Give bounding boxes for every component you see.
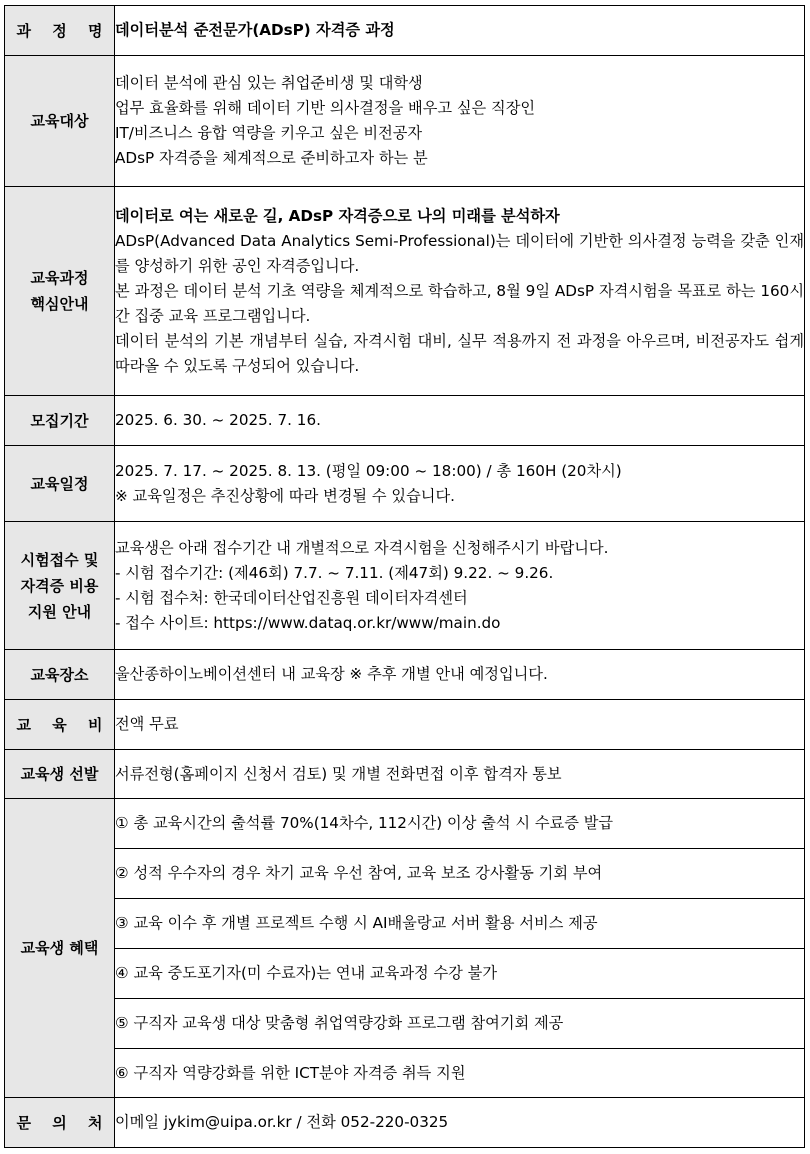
value-recruit: 2025. 6. 30. ~ 2025. 7. 16. bbox=[115, 396, 805, 446]
value-exam bbox=[115, 522, 805, 650]
exam-line: 교육생은 아래 접수기간 내 개별적으로 자격시험을 신청해주시기 바랍니다. bbox=[115, 538, 609, 557]
benefit-item: ① 총 교육시간의 출석률 70%(14차수, 112시간) 이상 출석 시 수료증 발급 bbox=[115, 799, 805, 849]
label-course: 과 정 명 bbox=[5, 6, 115, 56]
row-benefit bbox=[5, 849, 805, 899]
value-fee: 전액 무료 bbox=[115, 700, 805, 750]
label-venue: 교육장소 bbox=[5, 650, 115, 700]
label-contact: 문 의 처 bbox=[5, 1098, 115, 1148]
core-paragraph: 데이터 분석의 기본 개념부터 실습, 자격시험 대비, 실무 적용까지 전 과정을 아우르며, 비전공자도 쉽게 따라올 수 있도록 구성되어 있습니다. bbox=[115, 331, 804, 375]
value-target bbox=[115, 56, 805, 187]
label-selection: 교육생 선발 bbox=[5, 750, 115, 799]
schedule-line: 2025. 7. 17. ~ 2025. 8. 13. (평일 09:00 ~ 18:00) / 총 160H (20차시) bbox=[115, 461, 622, 480]
value-venue: 울산종하이노베이션센터 내 교육장 ※ 추후 개별 안내 예정입니다. bbox=[115, 650, 805, 700]
benefit-item: ⑥ 구직자 역량강화를 위한 ICT분야 자격증 취득 지원 bbox=[115, 1049, 805, 1098]
row-benefit bbox=[5, 999, 805, 1049]
exam-line: - 시험 접수기간: (제46회) 7.7. ~ 7.11. (제47회) 9.22. ~ 9.26. bbox=[115, 563, 554, 582]
row-course bbox=[5, 6, 805, 56]
row-recruit bbox=[5, 396, 805, 446]
benefit-item: ② 성적 우수자의 경우 차기 교육 우선 참여, 교육 보조 강사활동 기회 부여 bbox=[115, 849, 805, 899]
course-info-table bbox=[4, 5, 805, 1148]
target-line: ADsP 자격증을 체계적으로 준비하고자 하는 분 bbox=[115, 149, 428, 167]
label-exam: 시험접수 및 자격증 비용 지원 안내 bbox=[5, 522, 115, 650]
row-selection bbox=[5, 750, 805, 799]
label-fee: 교 육 비 bbox=[5, 700, 115, 750]
row-schedule bbox=[5, 446, 805, 522]
core-paragraph: ADsP(Advanced Data Analytics Semi-Professional)는 데이터에 기반한 의사결정 능력을 갖춘 인재를 양성하기 위한 공인 자격증입니다. bbox=[115, 231, 804, 275]
exam-line: - 접수 사이트: https://www.dataq.or.kr/www/main.do bbox=[115, 613, 501, 632]
target-line: 데이터 분석에 관심 있는 취업준비생 및 대학생 bbox=[115, 74, 423, 92]
row-core bbox=[5, 187, 805, 396]
value-contact: 이메일 jykim@uipa.or.kr / 전화 052-220-0325 bbox=[115, 1098, 805, 1148]
schedule-note: ※ 교육일정은 추진상황에 따라 변경될 수 있습니다. bbox=[115, 486, 455, 505]
row-exam bbox=[5, 522, 805, 650]
row-benefit bbox=[5, 899, 805, 949]
label-schedule: 교육일정 bbox=[5, 446, 115, 522]
target-line: IT/비즈니스 융합 역량을 키우고 싶은 비전공자 bbox=[115, 124, 423, 142]
row-benefit bbox=[5, 799, 805, 849]
row-benefit bbox=[5, 949, 805, 999]
benefit-item: ④ 교육 중도포기자(미 수료자)는 연내 교육과정 수강 불가 bbox=[115, 949, 805, 999]
value-core bbox=[115, 187, 805, 396]
benefit-item: ⑤ 구직자 교육생 대상 맞춤형 취업역량강화 프로그램 참여기회 제공 bbox=[115, 999, 805, 1049]
benefit-item: ③ 교육 이수 후 개별 프로젝트 수행 시 AI배울랑교 서버 활용 서비스 제공 bbox=[115, 899, 805, 949]
value-selection: 서류전형(홈페이지 신청서 검토) 및 개별 전화면접 이후 합격자 통보 bbox=[115, 750, 805, 799]
label-core: 교육과정 핵심안내 bbox=[5, 187, 115, 396]
row-benefit bbox=[5, 1049, 805, 1098]
core-headline: 데이터로 여는 새로운 길, ADsP 자격증으로 나의 미래를 분석하자 bbox=[115, 206, 560, 225]
target-line: 업무 효율화를 위해 데이터 기반 의사결정을 배우고 싶은 직장인 bbox=[115, 99, 536, 117]
label-target: 교육대상 bbox=[5, 56, 115, 187]
core-paragraph: 본 과정은 데이터 분석 기초 역량을 체계적으로 학습하고, 8월 9일 ADsP 자격시험을 목표로 하는 160시간 집중 교육 프로그램입니다. bbox=[115, 281, 804, 325]
row-contact bbox=[5, 1098, 805, 1148]
value-schedule bbox=[115, 446, 805, 522]
label-recruit: 모집기간 bbox=[5, 396, 115, 446]
row-target bbox=[5, 56, 805, 187]
row-venue bbox=[5, 650, 805, 700]
value-course: 데이터분석 준전문가(ADsP) 자격증 과정 bbox=[115, 6, 805, 56]
label-benefits: 교육생 혜택 bbox=[5, 799, 115, 1098]
row-fee bbox=[5, 700, 805, 750]
exam-line: - 시험 접수처: 한국데이터산업진흥원 데이터자격센터 bbox=[115, 588, 468, 607]
